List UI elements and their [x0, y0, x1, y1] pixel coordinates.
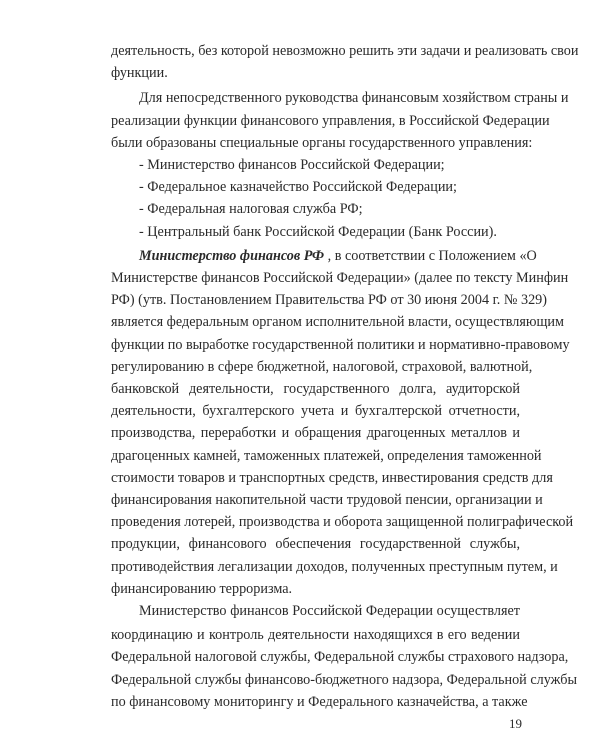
text-line: были образованы специальные органы государственного управления:: [111, 134, 533, 151]
text-line: координацию и контроль деятельности находящихся в его ведении: [111, 627, 520, 644]
text-line: производства, переработки и обращения драгоценных металлов и: [111, 425, 520, 442]
text-fragment: , в соответствии с Положением «О: [327, 247, 537, 264]
text-line: финансированию терроризма.: [111, 580, 293, 597]
list-item: - Центральный банк Российской Федерации (Банк России).: [139, 223, 497, 240]
list-item: - Федеральная налоговая служба РФ;: [139, 201, 363, 218]
text-line: [139, 247, 537, 265]
text-line: финансирования накопительной части трудовой пенсии, организации и: [111, 492, 543, 508]
list-item: - Министерство финансов Российской Федерации;: [139, 157, 445, 173]
text-line: по финансовому мониторингу и Федерального казначейства, а также: [111, 693, 528, 710]
text-line: Федеральной службы финансово-бюджетного надзора, Федеральной службы: [111, 671, 577, 688]
text-line: Для непосредственного руководства финансовым хозяйством страны и: [139, 90, 569, 107]
text-line: функции по выработке государственной политики и нормативно-правовому: [111, 336, 570, 353]
page-number: 19: [509, 716, 522, 731]
emphasis-term: Министерство финансов РФ: [139, 247, 325, 264]
text-line: банковской деятельности, государственного долга, аудиторской: [111, 381, 520, 397]
text-line: реализации функции финансового управления, в Российской Федерации: [111, 112, 550, 129]
text-line: Министерстве финансов Российской Федерации» (далее по тексту Минфин: [111, 270, 569, 286]
text-line: функции.: [111, 65, 168, 82]
text-line: Министерство финансов Российской Федерации осуществляет: [139, 603, 520, 619]
text-line: РФ) (утв. Постановлением Правительства РФ от 30 июня 2004 г. № 329): [111, 292, 547, 309]
text-line: стоимости товаров и транспортных средств, инвестирования средств для: [111, 469, 553, 486]
text-line: проведения лотерей, производства и оборота защищенной полиграфической: [111, 514, 574, 531]
text-line: Федеральной налоговой службы, Федеральной службы страхового надзора,: [111, 649, 569, 666]
text-line: является федеральным органом исполнительной власти, осуществляющим: [111, 314, 564, 331]
list-item: - Федеральное казначейство Российской Федерации;: [139, 179, 457, 196]
text-line: драгоценных камней, таможенных платежей, определения таможенной: [111, 447, 542, 464]
text-line: деятельности, бухгалтерского учета и бухгалтерской отчетности,: [111, 403, 520, 420]
text-line: деятельность, без которой невозможно решить эти задачи и реализовать свои: [111, 43, 579, 59]
text-line: регулированию в сфере бюджетной, налоговой, страховой, валютной,: [111, 358, 533, 375]
text-line: противодействия легализации доходов, полученных преступным путем, и: [111, 558, 558, 575]
text-line: продукции, финансового обеспечения государственной службы,: [111, 536, 520, 553]
